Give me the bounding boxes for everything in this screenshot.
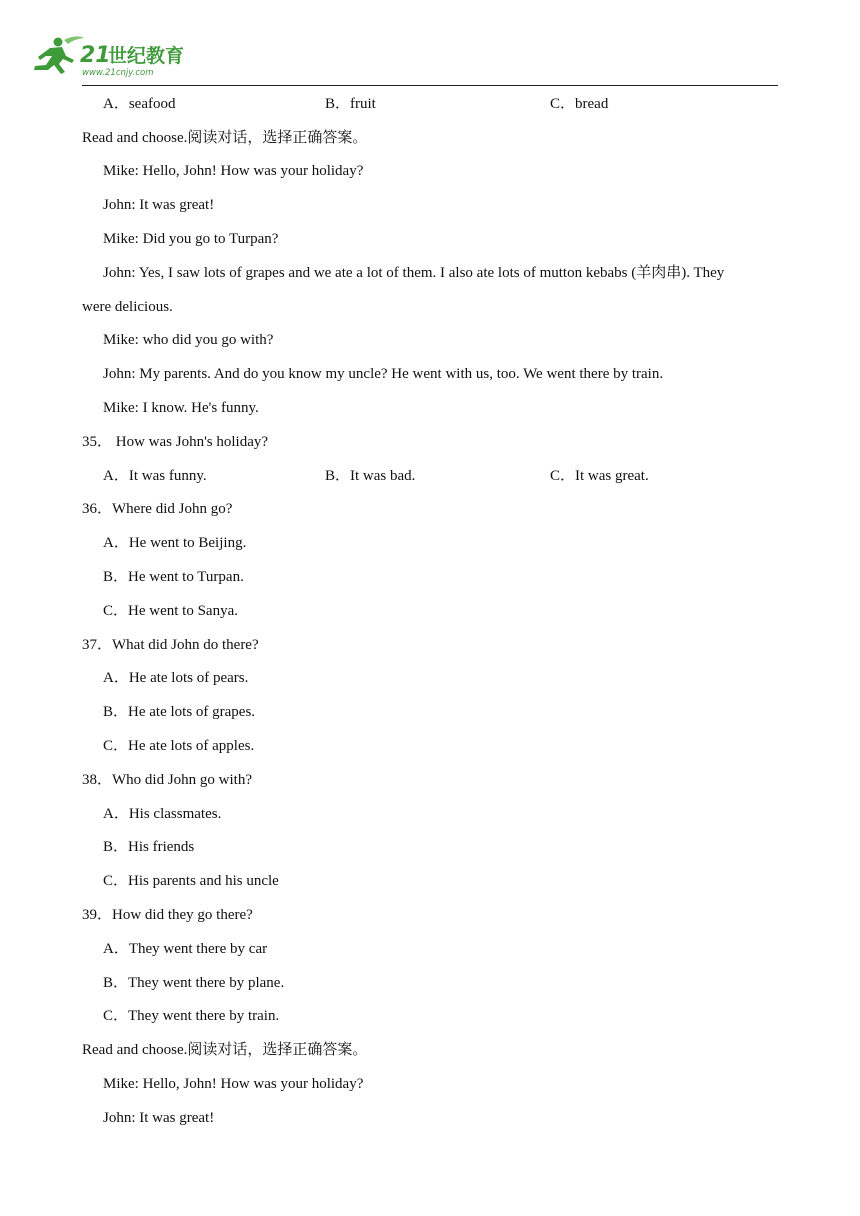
option-a: A．He went to Beijing.: [103, 535, 247, 551]
option-b: B．He ate lots of grapes.: [103, 704, 256, 720]
dialogue-line: Mike: Hello, John! How was your holiday?: [103, 163, 364, 179]
page-header: [0, 0, 860, 90]
dialogue-line: John: It was great!: [103, 1110, 215, 1126]
option-a: A．They went there by car: [103, 941, 268, 957]
section-instruction: Read and choose.阅读对话，选择正确答案。: [82, 130, 368, 146]
header-rule: [82, 85, 778, 86]
option-b: B．They went there by plane.: [103, 975, 285, 991]
logo: [28, 34, 198, 80]
option-a: A．It was funny.: [103, 468, 207, 484]
option-c: C．He went to Sanya.: [103, 603, 238, 619]
svg-text:世纪教育: 世纪教育: [108, 45, 185, 67]
option-c: C．His parents and his uncle: [103, 873, 279, 889]
top-options-row: [0, 95, 860, 115]
question-39: 39．How did they go there?: [82, 907, 253, 923]
option-b: B．fruit: [325, 96, 376, 112]
svg-text:www.21cnjy.com: www.21cnjy.com: [82, 68, 154, 78]
question-36: 36．Where did John go?: [82, 501, 233, 517]
question-37: 37．What did John do there?: [82, 637, 259, 653]
option-c: C．It was great.: [550, 468, 649, 484]
option-a: A．seafood: [103, 96, 176, 112]
option-a: A．His classmates.: [103, 806, 222, 822]
question-38: 38．Who did John go with?: [82, 772, 252, 788]
option-c: C．They went there by train.: [103, 1008, 280, 1024]
logo-graphic: [28, 34, 198, 80]
option-a: A．He ate lots of pears.: [103, 670, 249, 686]
question-35: 35． How was John's holiday?: [82, 434, 269, 450]
question-35-options: [0, 467, 860, 487]
dialogue-line: were delicious.: [82, 299, 173, 315]
option-b: B．He went to Turpan.: [103, 569, 244, 585]
svg-text:21: 21: [80, 43, 111, 68]
dialogue-line: John: Yes, I saw lots of grapes and we ate a lot of them. I also ate lots of mutton kebabs (羊肉串). They: [103, 265, 725, 281]
dialogue-line: Mike: Hello, John! How was your holiday?: [103, 1076, 364, 1092]
option-b: B．It was bad.: [325, 468, 416, 484]
dialogue-line: Mike: who did you go with?: [103, 332, 274, 348]
option-b: B．His friends: [103, 839, 195, 855]
section-instruction: Read and choose.阅读对话，选择正确答案。: [82, 1042, 368, 1058]
dialogue-line: Mike: Did you go to Turpan?: [103, 231, 279, 247]
option-c: C．bread: [550, 96, 609, 112]
option-c: C．He ate lots of apples.: [103, 738, 255, 754]
dialogue-line: Mike: I know. He's funny.: [103, 400, 259, 416]
dialogue-line: John: My parents. And do you know my uncle? He went with us, too. We went there by train.: [103, 366, 664, 382]
dialogue-line: John: It was great!: [103, 197, 215, 213]
